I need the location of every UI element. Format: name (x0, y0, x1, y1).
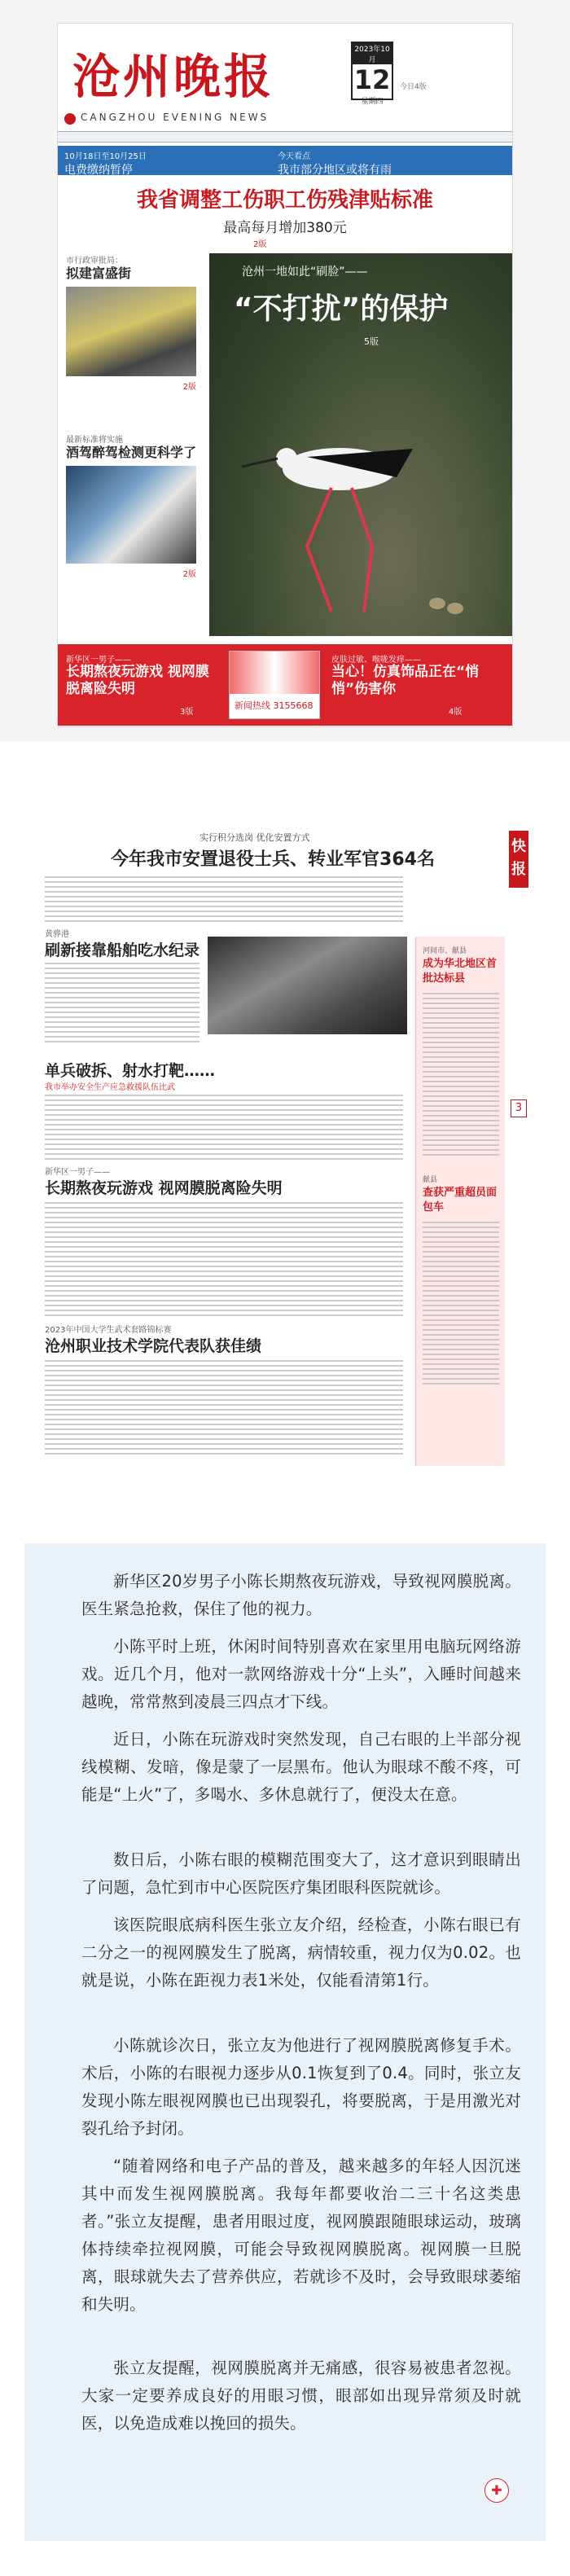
info-bar (58, 146, 512, 175)
article-paragraph: 数日后，小陈右眼的模糊范围变大了，这才意识到眼睛出了问题，急忙到市中心医院医疗集团眼科医院就诊。 (81, 1850, 521, 1897)
masthead-title: 沧州晚报 (72, 49, 275, 104)
bottom-right-title: 当心！仿真饰品正在“悄悄”伤害你 (331, 664, 480, 697)
front-subhead: 最高每月增加380元 (223, 220, 347, 236)
headline-page-ref: 2版 (253, 240, 267, 249)
front-page-thumbnail (0, 0, 570, 741)
date-weekday: 星期四 (361, 98, 384, 106)
inside-page-thumbnail (0, 831, 570, 1466)
front-headline: 我省调整工伤职工伤残津贴标准 (136, 188, 433, 213)
story1-title: 刷新接靠船舶吃水纪录 (45, 941, 200, 959)
article-paragraph: 该医院眼底病科医生张立友介绍，经检查，小陈右眼已有二分之一的视网膜发生了脱离，病情较重，视力仅为0.02。也就是说，小陈在距视力表1米处，仅能看清第1行。 (81, 1916, 521, 1990)
text-block (45, 1202, 403, 1316)
article-paragraph: 小陈就诊次日，张立友为他进行了视网膜脱离修复手术。术后，小陈的右眼视力逐步从0.1恢复到了0.4。同时，张立友发现小陈左眼视网膜也已出现裂孔，将要脱离，于是用激光对裂孔给予封闭。 (81, 2036, 521, 2138)
inside-page: 实行积分选岗 优化安置方式 今年我市安置退役士兵、转业军官364名 快报 黄骅港 刷新接靠船舶吃水纪录 单兵破拆、射水打靶…… 我市举办安全生产应急救援队伍比武 新华区一男子—— 长期熬夜玩游戏 视网膜脱离险失明 2023年中国大学生武术套路锦标赛 沧州职业技术学院代表队获佳绩 河间市、献县 成为华北地区首批达标县 献县 查获严重超员面包车 3 (45, 831, 525, 1466)
page-number: 3 (511, 1099, 527, 1117)
masthead-rule (58, 131, 512, 143)
text-block (45, 1360, 403, 1458)
date-day: 12 (353, 64, 391, 95)
article-paragraph: 张立友提醒，视网膜脱离并无痛感，很容易被患者忽视。大家一定要养成良好的用眼习惯，眼部如出现异常须及时就医，以免造成难以挽回的损失。 (81, 2359, 521, 2433)
left-story-2: 最新标准将实施 酒驾醉驾检测更科学了 2版 (66, 436, 197, 579)
ad-image (230, 652, 319, 694)
story3-title: 长期熬夜玩游戏 视网膜脱离险失明 (45, 1179, 283, 1197)
medical-kit-icon: ✚ (484, 2478, 509, 2503)
article-paragraph: 近日，小陈在玩游戏时突然发现，自己右眼的上半部分视线模糊、发暗，像是蒙了一层黑布。他认为眼球不酸不疼，可能是“上火”了，多喝水、多休息就行了，便没太在意。 (81, 1730, 521, 1804)
text-block (45, 1095, 403, 1160)
text-block (45, 876, 403, 925)
cargo-ship-photo (208, 937, 407, 1034)
bottom-left-title: 长期熬夜玩游戏 视网膜脱离险失明 (66, 664, 209, 697)
bottom-band: 新华区一男子—— 长期熬夜玩游戏 视网膜脱离险失明 3版 新闻热线 3155668 皮肤过敏、喉咙发痒—— 当心！仿真饰品正在“悄悄”伤害你 4版 (58, 644, 512, 726)
edition-info: 今日4版 (400, 83, 427, 91)
photo-ref: 5版 (364, 336, 379, 347)
road-roller-photo (66, 287, 196, 376)
inside-sidebar: 河间市、献县 成为华北地区首批达标县 献县 查获严重超员面包车 (415, 937, 505, 1466)
article-paragraph: 小陈平时上班，休闲时间特别喜欢在家里用电脑玩网络游戏。近几个月，他对一款网络游戏十分“上头”，入睡时间越来越晚，常常熬到凌晨三四点才下线。 (81, 1637, 521, 1711)
story4-title: 沧州职业技术学院代表队获佳绩 (45, 1337, 262, 1355)
globe-icon (64, 113, 76, 125)
info-left: 10月18日至10月25日 电费缴纳暂停 (64, 152, 147, 177)
hotline-ad: 新闻热线 3155668 (229, 651, 320, 719)
front-page (57, 23, 513, 727)
article-paragraph: “随着网络和电子产品的普及，越来越多的年轻人因沉迷其中而发生视网膜脱离。我每年都要收治二三十名这类患者。”张立友提醒，患者用眼过度，视网膜跟随眼球运动，玻璃体持续牵拉视网膜，可能会导致视网膜脱离。视网膜一旦脱离，眼球就失去了营养供应，若就诊不及时，会导致眼球萎缩和失明。 (81, 2157, 521, 2314)
photo-title: “不打扰”的保护 (234, 292, 449, 326)
photo-kicker: 沧州一地如此“刷脸”—— (242, 265, 368, 279)
side-tab: 快报 (509, 831, 528, 888)
text-block (423, 1222, 499, 1385)
masthead-en: CANGZHOU EVENING NEWS (81, 112, 270, 123)
article-paragraph: 新华区20岁男子小陈长期熬夜玩游戏，导致视网膜脱离。医生紧急抢救，保住了他的视力。 (81, 1572, 521, 1618)
date-box (351, 42, 393, 106)
info-right: 今天看点 我市部分地区或将有雨 (278, 152, 392, 177)
left-story-1: 市行政审批局： 拟建富盛街 2版 (66, 257, 196, 392)
bird-photo (209, 253, 512, 636)
breathalyzer-photo (66, 466, 196, 564)
text-block (45, 963, 200, 1044)
story2-title: 单兵破拆、射水打靶…… (45, 1062, 216, 1080)
date-month: 2023年10月 (353, 43, 392, 64)
text-block (423, 993, 499, 1156)
inside-kicker: 实行积分选岗 优化安置方式 (200, 832, 310, 843)
article-panel (24, 1543, 546, 2541)
inside-headline: 今年我市安置退役士兵、转业军官364名 (111, 849, 435, 870)
